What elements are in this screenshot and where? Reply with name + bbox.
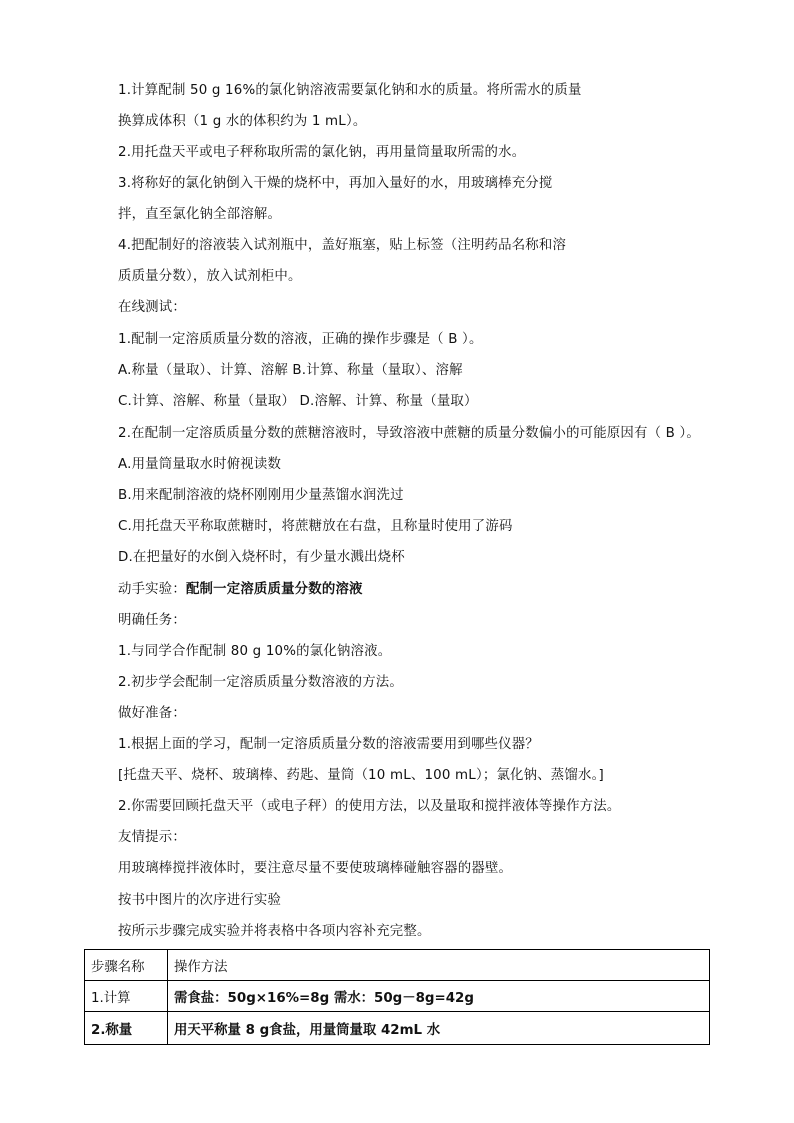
question-2-option-c: C.用托盘天平称取蔗糖时，将蔗糖放在右盘，且称量时使用了游码 (118, 519, 513, 534)
prep-2: 2.你需要回顾托盘天平（或电子秤）的使用方法，以及量取和搅拌液体等操作方法。 (118, 799, 621, 814)
experiment-heading (118, 580, 363, 600)
question-2: 2.在配制一定溶质质量分数的蔗糖溶液时，导致溶液中蔗糖的质量分数偏小的可能原因有（ B ）。 (118, 426, 700, 441)
task-2: 2.初步学会配制一定溶质质量分数溶液的方法。 (118, 675, 403, 690)
row1-step: 1.计算 (85, 981, 168, 1012)
table-row (85, 981, 710, 1012)
step4-line1: 4.把配制好的溶液装入试剂瓶中，盖好瓶塞，贴上标签（注明药品名称和溶 (118, 238, 567, 253)
steps-table (84, 949, 710, 1045)
header-method: 操作方法 (168, 950, 710, 981)
question-2-option-b: B.用来配制溶液的烧杯刚刚用少量蒸馏水润洗过 (118, 488, 404, 503)
question-2-option-d: D.在把量好的水倒入烧杯时，有少量水溅出烧杯 (118, 550, 405, 565)
step2-line: 2.用托盘天平或电子秤称取所需的氯化钠，再用量筒量取所需的水。 (118, 145, 526, 160)
row1-method: 需食盐：50g×16%=8g 需水：50g－8g=42g (168, 981, 710, 1012)
complete-table-instruction: 按所示步骤完成实验并将表格中各项内容补充完整。 (118, 924, 431, 939)
question-1-options-ab: A.称量（量取）、计算、溶解 B.计算、称量（量取）、溶解 (118, 363, 463, 378)
table-header-row (85, 950, 710, 981)
tip-heading: 友情提示： (118, 830, 186, 845)
prep-1: 1.根据上面的学习，配制一定溶质质量分数的溶液需要用到哪些仪器？ (118, 737, 539, 752)
task-heading: 明确任务： (118, 613, 186, 628)
step1-line2: 换算成体积（1 g 水的体积约为 1 mL）。 (118, 114, 367, 129)
row2-step: 2.称量 (85, 1012, 168, 1045)
header-step-name: 步骤名称 (85, 950, 168, 981)
question-2-option-a: A.用量筒量取水时俯视读数 (118, 457, 282, 472)
prep-heading: 做好准备： (118, 706, 186, 721)
step4-line2: 质质量分数），放入试剂柜中。 (118, 269, 302, 284)
step3-line2: 拌，直至氯化钠全部溶解。 (118, 207, 282, 222)
question-1: 1.配制一定溶质质量分数的溶液，正确的操作步骤是（ B ）。 (118, 332, 483, 347)
table-row (85, 1012, 710, 1045)
prep-1-answer: [托盘天平、烧杯、玻璃棒、药匙、量筒（10 mL、100 mL）；氯化钠、蒸馏水。] (118, 768, 604, 783)
tip-text: 用玻璃棒搅拌液体时，要注意尽量不要使玻璃棒碰触容器的器壁。 (118, 861, 513, 876)
follow-book-instruction: 按书中图片的次序进行实验 (118, 893, 282, 908)
step3-line1: 3.将称好的氯化钠倒入干燥的烧杯中，再加入量好的水，用玻璃棒充分搅 (118, 176, 553, 191)
task-1: 1.与同学合作配制 80 g 10%的氯化钠溶液。 (118, 644, 392, 659)
experiment-prefix: 动手实验： (118, 582, 186, 597)
step1-line1: 1.计算配制 50 g 16%的氯化钠溶液需要氯化钠和水的质量。将所需水的质量 (118, 83, 582, 98)
online-test-heading: 在线测试： (118, 300, 186, 315)
experiment-title: 配制一定溶质质量分数的溶液 (185, 582, 363, 597)
row2-method: 用天平称量 8 g食盐，用量筒量取 42mL 水 (168, 1012, 710, 1045)
question-1-options-cd: C.计算、溶解、称量（量取） D.溶解、计算、称量（量取） (118, 394, 478, 409)
